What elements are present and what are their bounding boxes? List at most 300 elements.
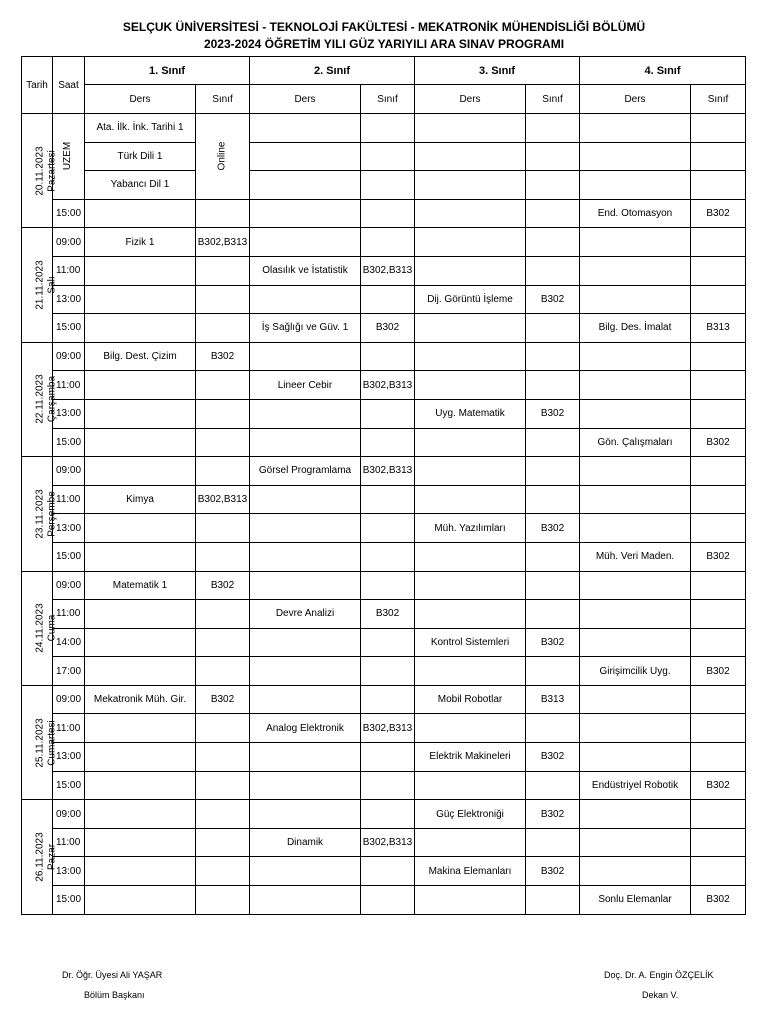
course-cell <box>580 228 691 257</box>
course-cell: Güç Elektroniği <box>415 800 526 829</box>
date-text: 23.11.2023 <box>34 489 46 539</box>
room-cell <box>196 399 250 428</box>
ders-subheader: Ders <box>85 85 196 114</box>
room-cell <box>196 800 250 829</box>
room-cell <box>361 685 415 714</box>
room-cell <box>691 371 746 400</box>
course-cell <box>85 428 196 457</box>
course-cell: Görsel Programlama <box>250 457 361 486</box>
room-cell <box>361 800 415 829</box>
course-cell <box>85 371 196 400</box>
room-cell <box>361 514 415 543</box>
room-cell <box>691 256 746 285</box>
room-cell <box>361 657 415 686</box>
date-text: 24.11.2023 <box>34 603 46 653</box>
room-cell <box>691 514 746 543</box>
room-cell <box>526 571 580 600</box>
day-text: Pazar <box>46 843 58 870</box>
right-signature-name: Doç. Dr. A. Engin ÖZÇELİK <box>604 970 714 980</box>
room-cell <box>196 657 250 686</box>
room-cell <box>526 428 580 457</box>
course-cell <box>580 399 691 428</box>
course-cell: Müh. Veri Maden. <box>580 542 691 571</box>
time-cell: 13:00 <box>53 857 85 886</box>
time-cell: 15:00 <box>53 314 85 343</box>
room-cell <box>361 199 415 228</box>
room-cell <box>691 857 746 886</box>
room-cell <box>526 314 580 343</box>
table-row <box>22 628 746 657</box>
time-cell: 11:00 <box>53 256 85 285</box>
room-cell: B302 <box>196 342 250 371</box>
sinif-subheader: Sınıf <box>361 85 415 114</box>
room-cell <box>526 199 580 228</box>
course-cell: Sonlu Elemanlar <box>580 886 691 915</box>
room-cell <box>526 657 580 686</box>
room-cell: B302,B313 <box>196 228 250 257</box>
course-cell <box>85 399 196 428</box>
course-cell <box>415 600 526 629</box>
course-cell <box>250 628 361 657</box>
course-cell: Bilg. Des. İmalat <box>580 314 691 343</box>
course-cell <box>250 485 361 514</box>
day-text: Salı <box>46 276 58 294</box>
course-cell: İş Sağlığı ve Güv. 1 <box>250 314 361 343</box>
course-cell <box>85 199 196 228</box>
course-cell <box>580 142 691 171</box>
course-cell: Türk Dili 1 <box>85 142 196 171</box>
day-text: Perşembe <box>46 491 58 537</box>
date-text: 22.11.2023 <box>34 374 46 425</box>
course-cell <box>580 600 691 629</box>
day-text: Çarşamba <box>46 376 58 423</box>
room-cell <box>196 199 250 228</box>
room-cell <box>196 857 250 886</box>
online-label: Online <box>216 141 228 171</box>
room-cell <box>361 886 415 915</box>
course-cell <box>580 114 691 143</box>
room-cell: B302,B313 <box>361 828 415 857</box>
table-row <box>22 857 746 886</box>
room-cell <box>196 314 250 343</box>
room-cell <box>196 714 250 743</box>
time-cell: 09:00 <box>53 228 85 257</box>
room-cell <box>196 256 250 285</box>
time-cell: 13:00 <box>53 743 85 772</box>
table-row <box>22 514 746 543</box>
course-cell <box>85 542 196 571</box>
room-cell <box>526 228 580 257</box>
course-cell <box>415 371 526 400</box>
tarih-header: Tarih <box>22 57 53 114</box>
table-row <box>22 199 746 228</box>
course-cell <box>580 485 691 514</box>
date-cell <box>22 571 58 685</box>
date-label <box>35 146 59 195</box>
room-cell <box>196 371 250 400</box>
course-cell <box>250 571 361 600</box>
room-cell <box>691 714 746 743</box>
course-cell <box>415 228 526 257</box>
course-cell <box>85 628 196 657</box>
course-cell: Bilg. Dest. Çizim <box>85 342 196 371</box>
room-cell <box>361 114 415 143</box>
course-cell <box>580 514 691 543</box>
course-cell <box>85 886 196 915</box>
course-cell: Endüstriyel Robotik <box>580 771 691 800</box>
table-row <box>22 228 746 257</box>
ders-subheader: Ders <box>580 85 691 114</box>
room-cell <box>691 171 746 200</box>
course-cell <box>250 342 361 371</box>
table-row <box>22 428 746 457</box>
room-cell: B302 <box>526 800 580 829</box>
time-cell: 17:00 <box>53 657 85 686</box>
course-cell <box>415 314 526 343</box>
course-cell <box>415 771 526 800</box>
course-cell: End. Otomasyon <box>580 199 691 228</box>
course-cell <box>415 485 526 514</box>
course-cell: Olasılık ve İstatistik <box>250 256 361 285</box>
room-cell <box>196 771 250 800</box>
saat-header: Saat <box>53 57 85 114</box>
room-cell <box>691 571 746 600</box>
course-cell <box>250 857 361 886</box>
course-cell <box>580 571 691 600</box>
room-cell <box>196 285 250 314</box>
course-cell <box>580 628 691 657</box>
ders-subheader: Ders <box>415 85 526 114</box>
course-cell <box>580 743 691 772</box>
course-cell: Mekatronik Müh. Gir. <box>85 685 196 714</box>
course-cell <box>580 800 691 829</box>
course-cell <box>85 743 196 772</box>
course-cell <box>415 457 526 486</box>
table-row <box>22 285 746 314</box>
course-cell: Yabancı Dil 1 <box>85 171 196 200</box>
room-cell <box>196 743 250 772</box>
course-cell <box>250 657 361 686</box>
time-cell: 09:00 <box>53 342 85 371</box>
room-cell <box>196 600 250 629</box>
course-cell <box>580 457 691 486</box>
room-cell <box>691 142 746 171</box>
page-title: SELÇUK ÜNİVERSİTESİ - TEKNOLOJİ FAKÜLTESİ - MEKATRONİK MÜHENDİSLİĞİ BÖLÜMÜ <box>122 20 646 34</box>
room-cell <box>361 399 415 428</box>
table-row <box>22 256 746 285</box>
room-cell: B302 <box>526 285 580 314</box>
room-cell <box>361 771 415 800</box>
table-row <box>22 142 746 171</box>
table-row <box>22 485 746 514</box>
course-cell <box>580 685 691 714</box>
left-signature-name: Dr. Öğr. Üyesi Ali YAŞAR <box>62 970 163 980</box>
sinif-subheader: Sınıf <box>691 85 746 114</box>
day-text: Pazartesi <box>46 149 58 192</box>
table-row <box>22 714 746 743</box>
room-cell <box>691 685 746 714</box>
room-cell <box>691 285 746 314</box>
room-cell <box>526 714 580 743</box>
sinif-subheader: Sınıf <box>526 85 580 114</box>
room-cell <box>361 171 415 200</box>
course-cell: Kontrol Sistemleri <box>415 628 526 657</box>
room-cell <box>361 228 415 257</box>
date-cell <box>22 457 58 571</box>
time-cell: 11:00 <box>53 371 85 400</box>
course-cell <box>415 171 526 200</box>
course-cell <box>85 714 196 743</box>
course-cell <box>85 514 196 543</box>
course-cell <box>250 285 361 314</box>
room-cell <box>196 886 250 915</box>
date-text: 25.11.2023 <box>34 717 46 768</box>
room-cell <box>691 828 746 857</box>
table-row <box>22 771 746 800</box>
room-cell: B302 <box>526 514 580 543</box>
room-cell <box>361 428 415 457</box>
ders-subheader: Ders <box>250 85 361 114</box>
date-label <box>35 260 59 309</box>
date-cell <box>22 685 58 799</box>
date-label <box>35 832 59 881</box>
time-cell: 09:00 <box>53 571 85 600</box>
room-cell <box>691 114 746 143</box>
room-cell: B313 <box>526 685 580 714</box>
course-cell <box>415 199 526 228</box>
course-cell <box>250 542 361 571</box>
course-cell: Analog Elektronik <box>250 714 361 743</box>
room-cell <box>691 342 746 371</box>
course-cell <box>580 256 691 285</box>
date-cell <box>22 342 58 456</box>
room-cell: B302,B313 <box>361 714 415 743</box>
room-cell <box>691 228 746 257</box>
table-row <box>22 828 746 857</box>
table-row <box>22 399 746 428</box>
time-cell: 14:00 <box>53 628 85 657</box>
room-cell <box>196 628 250 657</box>
time-cell: 11:00 <box>53 714 85 743</box>
course-cell <box>85 256 196 285</box>
course-cell: Ata. İlk. İnk. Tarihi 1 <box>85 114 196 143</box>
course-cell: Müh. Yazılımları <box>415 514 526 543</box>
time-cell: 15:00 <box>53 199 85 228</box>
course-cell <box>250 886 361 915</box>
room-cell: B302 <box>691 886 746 915</box>
room-cell: B302 <box>526 857 580 886</box>
room-cell <box>691 600 746 629</box>
room-cell <box>361 857 415 886</box>
room-cell <box>361 485 415 514</box>
course-cell <box>580 171 691 200</box>
table-row <box>22 371 746 400</box>
course-cell <box>415 657 526 686</box>
room-cell <box>526 114 580 143</box>
room-cell <box>196 542 250 571</box>
table-row <box>22 685 746 714</box>
room-cell: B302,B313 <box>361 457 415 486</box>
date-label <box>35 718 59 767</box>
course-cell: Girişimcilik Uyg. <box>580 657 691 686</box>
course-cell <box>415 714 526 743</box>
room-cell <box>526 771 580 800</box>
date-cell <box>22 228 58 342</box>
time-cell: 13:00 <box>53 399 85 428</box>
room-cell: B302 <box>196 571 250 600</box>
room-cell <box>196 428 250 457</box>
course-cell <box>250 142 361 171</box>
room-cell <box>361 628 415 657</box>
room-cell <box>526 342 580 371</box>
course-cell <box>85 800 196 829</box>
course-cell: Lineer Cebir <box>250 371 361 400</box>
time-cell: 09:00 <box>53 800 85 829</box>
course-cell <box>250 228 361 257</box>
course-cell <box>415 114 526 143</box>
room-cell <box>526 171 580 200</box>
course-cell <box>250 399 361 428</box>
time-cell: 15:00 <box>53 542 85 571</box>
table-row <box>22 743 746 772</box>
room-cell <box>361 743 415 772</box>
course-cell <box>580 828 691 857</box>
course-cell <box>415 256 526 285</box>
table-row <box>22 314 746 343</box>
table-row <box>22 542 746 571</box>
course-cell <box>85 857 196 886</box>
day-text: Cumartesi <box>46 719 58 766</box>
table-row <box>22 800 746 829</box>
course-cell: Kimya <box>85 485 196 514</box>
class-2-header: 2. Sınıf <box>250 57 415 85</box>
course-cell <box>250 685 361 714</box>
room-cell <box>526 600 580 629</box>
course-cell <box>85 771 196 800</box>
room-cell: B302,B313 <box>361 371 415 400</box>
course-cell <box>415 542 526 571</box>
room-cell <box>196 457 250 486</box>
uzem-label: UZEM <box>62 142 74 171</box>
course-cell: Makina Elemanları <box>415 857 526 886</box>
table-row <box>22 571 746 600</box>
room-cell: B302 <box>691 199 746 228</box>
room-cell: B302 <box>196 685 250 714</box>
class-4-header: 4. Sınıf <box>580 57 746 85</box>
room-cell <box>361 571 415 600</box>
course-cell <box>250 171 361 200</box>
time-cell: 11:00 <box>53 485 85 514</box>
room-cell: B313 <box>691 314 746 343</box>
room-cell: B302 <box>361 600 415 629</box>
time-cell: 11:00 <box>53 600 85 629</box>
course-cell: Dinamik <box>250 828 361 857</box>
date-label <box>35 489 59 538</box>
course-cell <box>580 714 691 743</box>
room-cell <box>691 399 746 428</box>
date-label <box>35 604 59 653</box>
room-cell <box>196 514 250 543</box>
room-cell <box>691 743 746 772</box>
date-label <box>35 375 59 424</box>
room-cell: B302,B313 <box>196 485 250 514</box>
room-cell: B302 <box>526 743 580 772</box>
course-cell: Uyg. Matematik <box>415 399 526 428</box>
course-cell <box>250 114 361 143</box>
table-row <box>22 114 746 143</box>
room-cell <box>691 800 746 829</box>
time-cell: 09:00 <box>53 685 85 714</box>
room-cell <box>691 457 746 486</box>
date-cell <box>22 800 58 914</box>
time-cell: 13:00 <box>53 514 85 543</box>
right-signature-title: Dekan V. <box>642 990 679 1000</box>
room-cell: B302 <box>691 657 746 686</box>
room-cell: B302 <box>526 628 580 657</box>
room-cell: B302 <box>691 771 746 800</box>
room-cell <box>526 142 580 171</box>
course-cell <box>415 828 526 857</box>
course-cell <box>85 657 196 686</box>
room-cell <box>526 828 580 857</box>
course-cell <box>415 428 526 457</box>
course-cell: Gön. Çalışmaları <box>580 428 691 457</box>
table-row <box>22 171 746 200</box>
course-cell: Dij. Görüntü İşleme <box>415 285 526 314</box>
sinif-subheader: Sınıf <box>196 85 250 114</box>
course-cell <box>85 828 196 857</box>
class-3-header: 3. Sınıf <box>415 57 580 85</box>
room-cell <box>361 342 415 371</box>
time-cell: 15:00 <box>53 428 85 457</box>
time-cell: 09:00 <box>53 457 85 486</box>
room-cell: B302 <box>526 399 580 428</box>
course-cell: Mobil Robotlar <box>415 685 526 714</box>
course-cell <box>415 142 526 171</box>
online-cell <box>196 114 250 200</box>
course-cell <box>415 342 526 371</box>
time-cell: 13:00 <box>53 285 85 314</box>
course-cell <box>250 743 361 772</box>
room-cell: B302 <box>691 428 746 457</box>
course-cell <box>85 600 196 629</box>
course-cell <box>85 314 196 343</box>
class-1-header: 1. Sınıf <box>85 57 250 85</box>
course-cell <box>580 285 691 314</box>
room-cell <box>526 542 580 571</box>
time-cell: 15:00 <box>53 771 85 800</box>
course-cell: Elektrik Makineleri <box>415 743 526 772</box>
room-cell <box>361 285 415 314</box>
table-row <box>22 886 746 915</box>
course-cell <box>580 857 691 886</box>
course-cell <box>580 342 691 371</box>
day-text: Cuma <box>46 614 58 642</box>
date-text: 21.11.2023 <box>34 260 46 310</box>
left-signature-title: Bölüm Başkanı <box>84 990 145 1000</box>
time-cell: 11:00 <box>53 828 85 857</box>
table-row <box>22 342 746 371</box>
room-cell <box>691 628 746 657</box>
course-cell <box>250 199 361 228</box>
date-cell <box>22 114 58 228</box>
room-cell <box>361 142 415 171</box>
date-text: 26.11.2023 <box>34 832 46 882</box>
course-cell <box>85 457 196 486</box>
room-cell <box>526 457 580 486</box>
room-cell <box>361 542 415 571</box>
table-row <box>22 600 746 629</box>
